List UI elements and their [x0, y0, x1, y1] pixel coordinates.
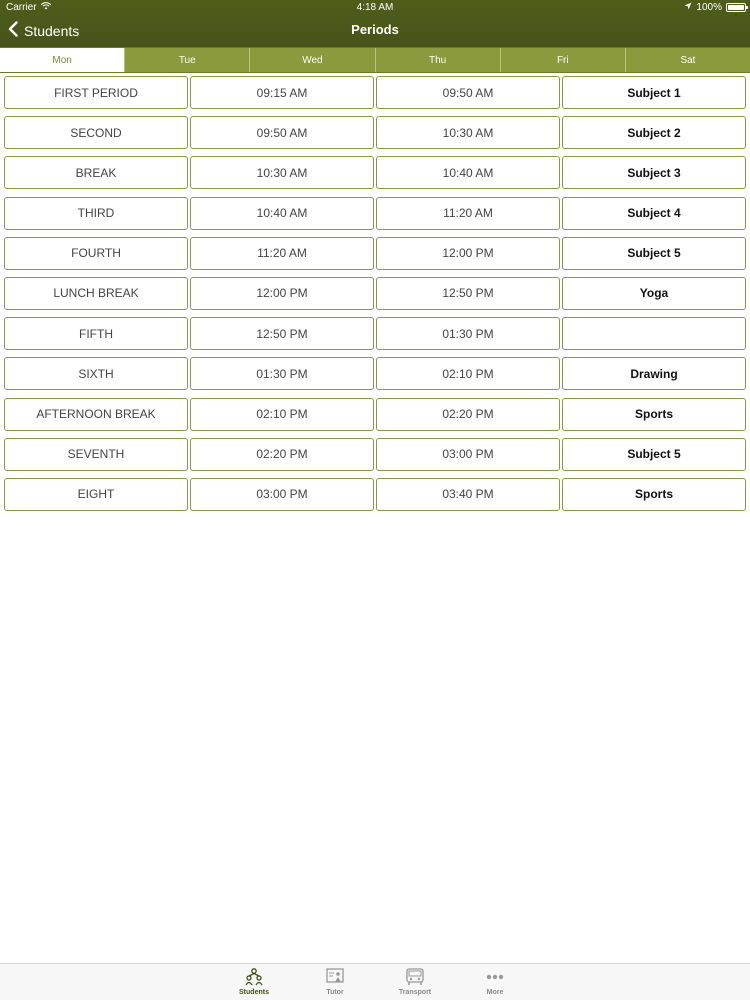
tabbar-item-tutor[interactable] — [305, 967, 365, 996]
period-row — [4, 197, 746, 230]
tabbar-item-transport[interactable] — [385, 967, 445, 996]
tutor-icon — [325, 967, 345, 987]
period-start-time: 10:30 AM — [190, 156, 374, 189]
period-end-time: 01:30 PM — [376, 317, 560, 350]
period-name: THIRD — [4, 197, 188, 230]
tabbar-item-students[interactable] — [224, 967, 284, 996]
status-bar — [0, 0, 750, 16]
period-row — [4, 478, 746, 511]
tabbar-label: Transport — [398, 989, 432, 996]
period-subject: Subject 5 — [562, 237, 746, 270]
back-button-label: Students — [24, 22, 80, 39]
period-subject: Sports — [562, 478, 746, 511]
period-subject: Subject 5 — [562, 438, 746, 471]
transport-icon — [405, 967, 425, 987]
header — [0, 0, 750, 47]
period-subject: Subject 1 — [562, 76, 746, 109]
period-start-time: 01:30 PM — [190, 357, 374, 390]
period-row — [4, 156, 746, 189]
tab-thu[interactable]: Thu — [375, 48, 500, 72]
tab-mon[interactable]: Mon — [0, 48, 124, 72]
period-start-time: 09:15 AM — [190, 76, 374, 109]
day-tabs — [0, 47, 750, 73]
period-subject: Subject 3 — [562, 156, 746, 189]
students-icon — [244, 967, 264, 987]
period-end-time: 09:50 AM — [376, 76, 560, 109]
tabbar-label: More — [486, 989, 504, 996]
page-title: Periods — [351, 22, 399, 37]
period-end-time: 03:40 PM — [376, 478, 560, 511]
period-end-time: 10:40 AM — [376, 156, 560, 189]
period-end-time: 11:20 AM — [376, 197, 560, 230]
tab-sat[interactable]: Sat — [625, 48, 750, 72]
tabbar-label: Students — [239, 989, 269, 996]
periods-table — [4, 76, 746, 518]
period-name: LUNCH BREAK — [4, 277, 188, 310]
period-name: BREAK — [4, 156, 188, 189]
period-name: FIFTH — [4, 317, 188, 350]
period-start-time: 10:40 AM — [190, 197, 374, 230]
period-row — [4, 438, 746, 471]
carrier-label: Carrier — [6, 2, 37, 13]
tab-fri[interactable]: Fri — [500, 48, 625, 72]
period-end-time: 10:30 AM — [376, 116, 560, 149]
period-row — [4, 277, 746, 310]
period-end-time: 12:00 PM — [376, 237, 560, 270]
period-subject — [562, 317, 746, 350]
period-name: AFTERNOON BREAK — [4, 398, 188, 431]
period-name: SIXTH — [4, 357, 188, 390]
period-row — [4, 357, 746, 390]
period-start-time: 11:20 AM — [190, 237, 374, 270]
period-name: FOURTH — [4, 237, 188, 270]
period-end-time: 12:50 PM — [376, 277, 560, 310]
more-icon — [485, 967, 505, 987]
period-subject: Yoga — [562, 277, 746, 310]
nav-bar — [0, 16, 750, 47]
period-name: SECOND — [4, 116, 188, 149]
period-end-time: 02:10 PM — [376, 357, 560, 390]
period-row — [4, 317, 746, 350]
tab-wed[interactable]: Wed — [249, 48, 374, 72]
period-row — [4, 398, 746, 431]
period-start-time: 09:50 AM — [190, 116, 374, 149]
period-subject: Subject 2 — [562, 116, 746, 149]
location-arrow-icon — [684, 2, 692, 13]
tabbar-label: Tutor — [326, 989, 344, 996]
period-end-time: 02:20 PM — [376, 398, 560, 431]
period-start-time: 03:00 PM — [190, 478, 374, 511]
battery-icon — [726, 3, 746, 12]
period-start-time: 12:00 PM — [190, 277, 374, 310]
period-subject: Sports — [562, 398, 746, 431]
period-row — [4, 116, 746, 149]
period-name: FIRST PERIOD — [4, 76, 188, 109]
period-start-time: 12:50 PM — [190, 317, 374, 350]
period-subject: Subject 4 — [562, 197, 746, 230]
period-start-time: 02:10 PM — [190, 398, 374, 431]
bottom-tab-bar — [0, 963, 750, 1000]
period-start-time: 02:20 PM — [190, 438, 374, 471]
tab-tue[interactable]: Tue — [124, 48, 249, 72]
period-end-time: 03:00 PM — [376, 438, 560, 471]
period-name: EIGHT — [4, 478, 188, 511]
tabbar-item-more[interactable] — [465, 967, 525, 996]
period-subject: Drawing — [562, 357, 746, 390]
period-row — [4, 76, 746, 109]
battery-percent: 100% — [696, 2, 722, 13]
period-name: SEVENTH — [4, 438, 188, 471]
status-time: 4:18 AM — [356, 2, 394, 13]
period-row — [4, 237, 746, 270]
